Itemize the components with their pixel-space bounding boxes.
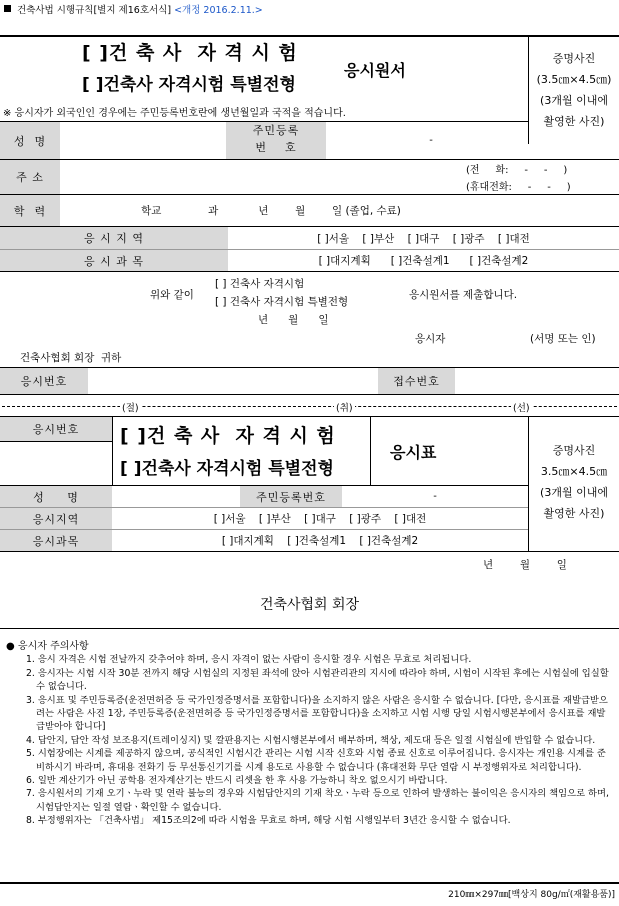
ticket-photo-note-1: (3개월 이내에 — [540, 486, 608, 499]
application-photo-box — [529, 48, 619, 132]
statement-suffix: 응시원서를 제출합니다. — [409, 289, 518, 301]
education-field[interactable]: 학교 과 년 월 일 (졸업, 수료) — [141, 205, 401, 217]
revision-text: <개정 2016.2.11.> — [174, 5, 263, 16]
subject-options[interactable]: [ ]대지계획 [ ]건축설계1 [ ]건축설계2 — [318, 255, 529, 267]
application-title-2: [ ]건축사 자격시험 특별전형 — [82, 75, 296, 95]
footer-spec: 210㎜×297㎜[백상지 80g/㎡(재활용품)] — [448, 890, 615, 900]
ticket-subject-label: 응시과목 — [0, 530, 112, 551]
ticket-region-label: 응시지역 — [0, 508, 112, 529]
ticket-resident-label: 주민등록번호 — [240, 486, 342, 507]
name-label: 성 명 — [0, 122, 60, 159]
ticket-photo-box — [529, 440, 619, 524]
phone-field[interactable]: (전 화: - - ) — [466, 165, 568, 176]
ticket-resident-input[interactable]: - — [433, 491, 437, 502]
note-item: 1. 응시 자격은 시험 전날까지 갖추어야 하며, 응시 자격이 없는 사람이 응시할 경우 시험은 무효로 처리됩니다. — [26, 654, 472, 666]
ticket-region-options[interactable]: [ ]서울 [ ]부산 [ ]대구 [ ]광주 [ ]대전 — [213, 513, 427, 525]
ticket-title-1: [ ]건 축 사 자 격 시 험 — [120, 425, 336, 447]
note-item: 6. 일반 계산기가 아닌 공학용 전자계산기는 반드시 리셋을 한 후 사용 가능하니 착오 없으시기 바랍니다. — [26, 775, 448, 787]
application-form-name: 응시원서 — [344, 61, 406, 80]
note-item: 2. 응시자는 시험 시작 30분 전까지 해당 시험실의 지정된 좌석에 앉아 시험관리관의 지시에 따라야 하며, 시험이 시작된 후에는 시험실에 입실할 수 없습니다. — [26, 667, 609, 693]
ticket-subject-options[interactable]: [ ]대지계획 [ ]건축설계1 [ ]건축설계2 — [221, 535, 419, 547]
ticket-photo-label: 증명사진 — [552, 444, 596, 457]
cut-line — [0, 400, 619, 412]
header — [4, 2, 604, 16]
photo-label: 증명사진 — [552, 52, 596, 65]
square-icon — [4, 5, 11, 12]
ticket-name-label: 성 명 — [0, 486, 112, 507]
education-label: 학 력 — [0, 195, 60, 226]
note-item: 3. 응시표 및 주민등록증(운전면허증 등 국가인정증명서를 포함합니다)을 소지하지 않은 사람은 응시할 수 없습니다. [다만, 응시표를 재발급받으려는 사람은 사진 1장, 주민등록증(운전면허증 등 국가인정증명서를 포함합니다)을 소지하고 시험 시행 당일 시험시행본부에서 응시표를 재발급받아야 합니다] — [26, 694, 608, 733]
statement-prefix: 위와 같이 — [150, 289, 194, 301]
ticket-photo-note-2: 촬영한 사진) — [543, 507, 605, 520]
foreign-note: ※ 응시자가 외국인인 경우에는 주민등록번호란에 생년월일과 국적을 적습니다. — [3, 108, 346, 119]
exam-number-label: 응시번호 — [0, 368, 88, 394]
region-label: 응 시 지 역 — [0, 227, 228, 249]
applicant-label: 응시자 — [415, 333, 446, 345]
ticket-date[interactable]: 년 월 일 — [483, 559, 567, 571]
note-item: 4. 답안지, 답안 작성 보조용지(트레이싱지) 및 깔판용지는 시험시행본부에서 배부하며, 책상, 제도대 등은 일절 시험실에 반입할 수 없습니다. — [26, 734, 596, 746]
notes-title: ● 응시자 주의사항 — [6, 641, 89, 652]
signature-label[interactable]: (서명 또는 인) — [530, 333, 596, 345]
photo-size: (3.5㎝×4.5㎝) — [536, 73, 612, 86]
resident-number-label: 주민등록 번 호 — [226, 122, 326, 159]
notes-section — [6, 640, 612, 828]
ticket-name-input[interactable] — [112, 486, 240, 507]
receipt-number-input[interactable] — [455, 368, 619, 394]
ticket-title-2: [ ]건축사 자격시험 특별전형 — [120, 459, 334, 479]
statement-option-2[interactable]: [ ] 건축사 자격시험 특별전형 — [215, 296, 349, 308]
ticket-photo-size: 3.5㎝×4.5㎝ — [540, 465, 608, 478]
receipt-number-label: 접수번호 — [378, 368, 455, 394]
photo-note-2: 촬영한 사진) — [543, 115, 605, 128]
ticket-form-name: 응시표 — [390, 443, 437, 462]
mobile-field[interactable]: (휴대전화: - - ) — [466, 182, 571, 193]
region-options[interactable]: [ ]서울 [ ]부산 [ ]대구 [ ]광주 [ ]대전 — [317, 232, 530, 245]
exam-number-input[interactable] — [88, 368, 378, 394]
cut-label-right: (선) — [511, 400, 532, 414]
cut-label-left: (절) — [120, 400, 141, 414]
note-item: 8. 부정행위자는 「건축사법」 제15조의2에 따라 시험을 무효로 하며, 해당 시험 시행일부터 3년간 응시할 수 없습니다. — [26, 815, 511, 827]
application-title-1: [ ]건 축 사 자 격 시 험 — [82, 42, 298, 64]
resident-number-input[interactable]: - — [429, 135, 433, 146]
cut-label-middle: (취) — [334, 400, 355, 414]
ticket-exam-number-label: 응시번호 — [0, 417, 112, 441]
note-item: 5. 시험장에는 시계를 제공하지 않으며, 공식적인 시험시간 관리는 시험 시작 신호와 시험 종료 신호로 이루어집니다. 응시자는 개인용 시계를 준비하시기 바라며, 휴대용 전화기 등 무선통신기기를 시계 용도로 사용할 수 없습니다 (휴대전화 무단 열람 시 부정행위자로 처리합니다). — [26, 748, 606, 773]
ticket-issuer: 건축사협회 회장 — [259, 597, 360, 613]
address-input[interactable] — [61, 160, 441, 194]
regulation-text: 건축사법 시행규칙[별지 제16호서식] — [17, 5, 172, 16]
address-label: 주 소 — [0, 160, 60, 194]
subject-label: 응 시 과 목 — [0, 250, 228, 271]
photo-note-1: (3개월 이내에 — [540, 94, 608, 107]
recipient: 건축사협회 회장 귀하 — [20, 352, 122, 364]
note-item: 7. 응시원서의 기재 오기ㆍ누락 및 연락 불능의 경우와 시험답안지의 기재 착오ㆍ누락 등으로 인하여 발생하는 불이익은 응시자의 책임으로 하며, 시험답안지는 일절 열람ㆍ확인할 수 없습니다. — [26, 788, 609, 813]
statement-option-1[interactable]: [ ] 건축사 자격시험 — [215, 278, 305, 290]
application-date[interactable]: 년 월 일 — [258, 314, 329, 326]
name-input[interactable] — [61, 122, 225, 159]
